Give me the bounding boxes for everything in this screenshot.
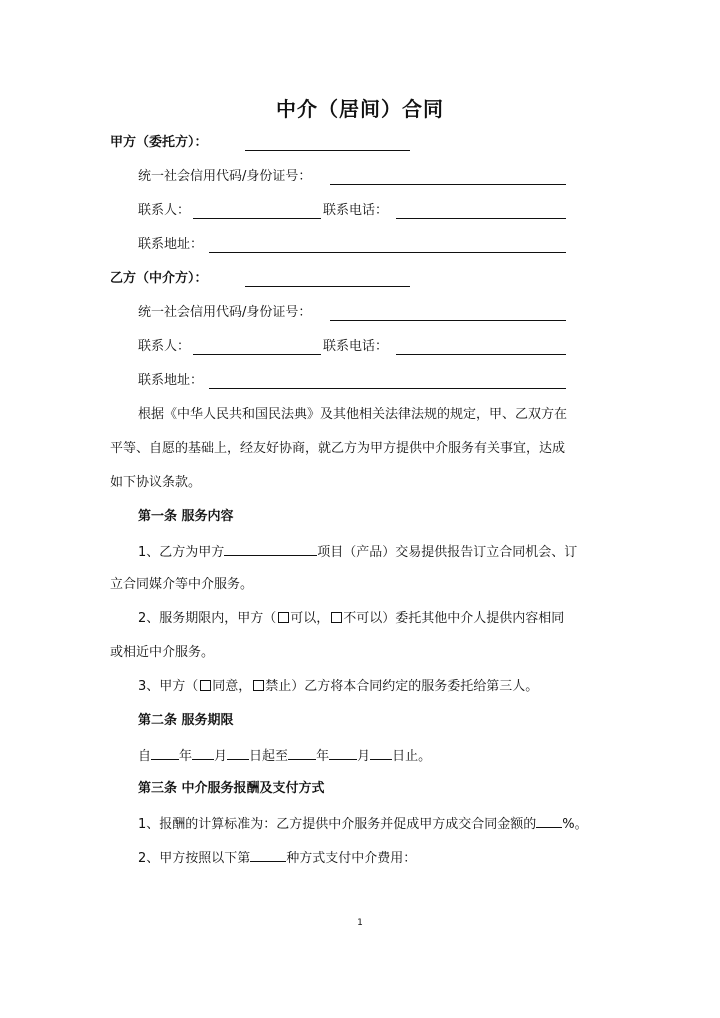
allow-checkbox[interactable] — [278, 612, 289, 623]
preamble-line-3: 如下协议条款。 — [110, 475, 202, 490]
percent-sign: %。 — [562, 817, 588, 832]
article-1-heading: 第一条 服务内容 — [138, 509, 234, 524]
period-from-label: 自 — [138, 749, 152, 764]
party-b-phone-label: 联系电话： — [323, 339, 389, 354]
month-2-label: 月 — [357, 749, 371, 764]
preamble-line-2: 平等、自愿的基础上，经友好协商，就乙方为甲方提供中介服务有关事宜，达成 — [110, 441, 566, 456]
article-1-item-3 — [138, 678, 538, 696]
end-month-blank[interactable] — [329, 746, 357, 760]
party-b-name-blank[interactable] — [245, 286, 410, 287]
day-from-label: 日起至 — [249, 749, 289, 764]
service-period-line — [138, 746, 431, 766]
end-year-blank[interactable] — [288, 746, 316, 760]
forbid-checkbox[interactable] — [253, 680, 264, 691]
article-3-item-2 — [138, 848, 416, 868]
month-label: 月 — [214, 749, 228, 764]
start-year-blank[interactable] — [151, 746, 179, 760]
party-a-address-blank[interactable] — [209, 252, 566, 253]
party-b-contact-blank[interactable] — [193, 354, 321, 355]
party-a-name-blank[interactable] — [245, 150, 410, 151]
agree-label: 同意， — [212, 679, 252, 694]
payment-method-blank[interactable] — [250, 848, 286, 862]
party-b-credit-code-blank[interactable] — [330, 320, 566, 321]
payment-method-prefix: 2、甲方按照以下第 — [138, 851, 251, 866]
year-label: 年 — [179, 749, 193, 764]
party-a-credit-code-label: 统一社会信用代码/身份证号： — [138, 169, 312, 184]
start-day-blank[interactable] — [227, 746, 249, 760]
party-a-credit-code-blank[interactable] — [330, 184, 566, 185]
preamble-line-1: 根据《中华人民共和国民法典》及其他相关法律法规的规定，甲、乙双方在 — [138, 407, 568, 422]
article-3-item-1 — [138, 814, 588, 834]
payment-method-suffix: 种方式支付中介费用： — [286, 851, 417, 866]
allow-label: 可以， — [290, 611, 330, 626]
party-a-contact-label: 联系人： — [138, 203, 191, 218]
article-1-item-1 — [138, 542, 577, 562]
party-a-phone-blank[interactable] — [396, 218, 566, 219]
party-a-contact-blank[interactable] — [193, 218, 321, 219]
party-b-phone-blank[interactable] — [396, 354, 566, 355]
page-title: 中介（居间）合同 — [276, 97, 444, 121]
year-2-label: 年 — [316, 749, 330, 764]
project-name-blank[interactable] — [224, 542, 317, 556]
party-b-address-label: 联系地址： — [138, 373, 204, 388]
article-1-item-3-suffix: 禁止）乙方将本合同约定的服务委托给第三人。 — [265, 679, 539, 694]
article-1-item-2-suffix: 不可以）委托其他中介人提供内容相同 — [343, 611, 565, 626]
party-a-label: 甲方（委托方）： — [110, 135, 208, 150]
article-1-item-2-prefix: 2、服务期限内，甲方（ — [138, 611, 277, 626]
agree-checkbox[interactable] — [200, 680, 211, 691]
article-2-heading: 第二条 服务期限 — [138, 713, 234, 728]
party-b-credit-code-label: 统一社会信用代码/身份证号： — [138, 305, 312, 320]
start-month-blank[interactable] — [192, 746, 214, 760]
end-day-blank[interactable] — [370, 746, 392, 760]
article-1-item-1-cont: 立合同媒介等中介服务。 — [110, 577, 254, 592]
disallow-checkbox[interactable] — [331, 612, 342, 623]
day-end-label: 日止。 — [392, 749, 432, 764]
party-b-address-blank[interactable] — [209, 388, 566, 389]
party-a-address-label: 联系地址： — [138, 237, 204, 252]
article-1-item-3-prefix: 3、甲方（ — [138, 679, 199, 694]
article-1-item-2 — [138, 610, 564, 628]
article-3-heading: 第三条 中介服务报酬及支付方式 — [138, 781, 325, 796]
article-1-item-1-prefix: 1、乙方为甲方 — [138, 545, 225, 560]
fee-standard-text: 1、报酬的计算标准为：乙方提供中介服务并促成甲方成交合同金额的 — [138, 817, 537, 832]
article-1-item-2-cont: 或相近中介服务。 — [110, 645, 215, 660]
party-b-label: 乙方（中介方）： — [110, 271, 208, 286]
article-1-item-1-suffix: 项目（产品）交易提供报告订立合同机会、订 — [317, 545, 578, 560]
party-b-contact-label: 联系人： — [138, 339, 191, 354]
page-number: 1 — [357, 918, 363, 928]
party-a-phone-label: 联系电话： — [323, 203, 389, 218]
fee-percent-blank[interactable] — [536, 814, 562, 828]
